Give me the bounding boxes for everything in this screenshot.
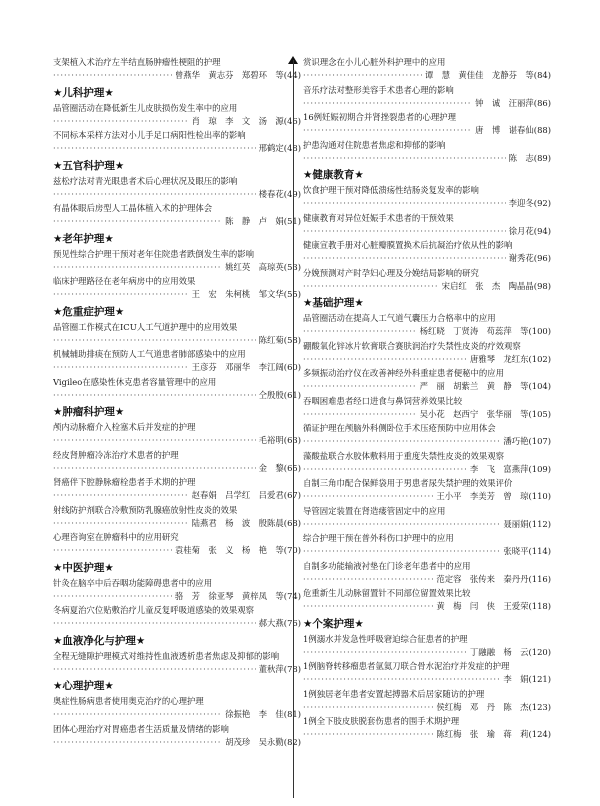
article-title: 有晶体眼后房型人工晶体植入术的护理体会 bbox=[53, 203, 213, 213]
author-line bbox=[303, 353, 551, 366]
article-title: 藻酸盐联合水胶体敷料用于重度失禁性皮炎的效果观察 bbox=[303, 450, 504, 461]
author-line bbox=[53, 188, 301, 201]
dot-leader bbox=[303, 97, 472, 110]
article-title: 团体心理治疗对胃癌患者生活质量及情绪的影响 bbox=[53, 723, 229, 734]
section-heading: ★基础护理★ bbox=[303, 297, 364, 309]
authors-and-page: 黄 梅 闫 侠 王爱荣(118) bbox=[436, 601, 551, 611]
toc-entry[interactable] bbox=[303, 477, 551, 503]
article-title: 1例溺水并发急性呼吸窘迫综合征患者的护理 bbox=[303, 633, 468, 644]
authors-and-page: 陈 志(89) bbox=[508, 152, 551, 163]
authors-and-page: 赵春娟 吕学红 吕爱君(67) bbox=[191, 490, 301, 500]
article-title: 自制多功能输液衬垫在门诊老年患者中的应用 bbox=[303, 560, 471, 571]
toc-entry[interactable] bbox=[53, 175, 301, 201]
article-title: 品管圈活动在降低新生儿皮肤损伤发生率中的应用 bbox=[53, 102, 238, 113]
toc-entry[interactable] bbox=[303, 212, 551, 238]
dot-leader bbox=[303, 490, 433, 503]
author-line bbox=[303, 646, 551, 659]
dot-leader bbox=[53, 462, 256, 475]
article-title: 分娩预测对产时孕妇心理及分娩结局影响的研究 bbox=[303, 267, 479, 278]
section-heading: ★中医护理★ bbox=[53, 561, 114, 574]
toc-entry[interactable] bbox=[303, 367, 551, 393]
section-heading: ★健康教育★ bbox=[303, 169, 364, 181]
author-line bbox=[303, 97, 551, 110]
section-heading: ★个案护理★ bbox=[303, 617, 364, 630]
article-title: 不同标本采样方法对小儿手足口病阳性检出率的影响 bbox=[53, 130, 246, 140]
article-title: 导管固定装置在肾造瘘管固定中的应用 bbox=[303, 505, 446, 516]
author-line bbox=[53, 736, 301, 749]
dot-leader bbox=[53, 215, 222, 228]
dot-leader bbox=[303, 573, 433, 586]
toc-entry[interactable] bbox=[53, 650, 301, 676]
section-heading: ★血液净化与护理★ bbox=[53, 634, 146, 647]
article-title: 1例全下肢皮肤脱套伤患者的围手术期护理 bbox=[303, 716, 460, 726]
article-title: 冬病夏治穴位贴敷治疗儿童反复呼吸道感染的效果观察 bbox=[53, 605, 254, 615]
authors-and-page: 徐月花(94) bbox=[508, 225, 551, 236]
authors-and-page: 袁桂菊 张 义 杨 艳 等(70) bbox=[174, 545, 301, 555]
article-title: 机械辅助排痰在预防人工气道患者肺部感染中的应用 bbox=[53, 349, 246, 359]
toc-entry[interactable] bbox=[303, 587, 551, 613]
authors-and-page: 胡茂珍 吴永勤(82) bbox=[225, 736, 301, 747]
authors-and-page: 范定容 张传来 秦丹丹(116) bbox=[436, 573, 551, 584]
dot-leader bbox=[53, 489, 189, 502]
article-title: 饮食护理干预对降低溃疡性结肠炎复发率的影响 bbox=[303, 185, 479, 195]
authors-and-page: 潘巧艳(107) bbox=[503, 436, 551, 446]
author-line bbox=[303, 435, 551, 448]
toc-entry[interactable] bbox=[303, 532, 551, 558]
authors-and-page: 李迎冬(92) bbox=[508, 198, 551, 208]
article-title: 危重新生儿动脉留置针不同部位留置效果比较 bbox=[303, 588, 471, 598]
toc-entry[interactable] bbox=[303, 422, 551, 448]
dot-leader bbox=[303, 69, 422, 82]
dot-leader bbox=[53, 517, 189, 530]
dot-leader bbox=[303, 124, 472, 137]
article-title: 经皮肾肿瘤冷冻治疗术患者的护理 bbox=[53, 449, 179, 460]
article-title: 兹松疗法对青光眼患者术后心理状况及眼压的影响 bbox=[53, 175, 238, 186]
author-line bbox=[303, 490, 551, 503]
author-line bbox=[303, 673, 551, 686]
author-line bbox=[303, 225, 551, 238]
article-title: 自制三角巾配合保鲜袋用于男患者尿失禁护理的效果评价 bbox=[303, 478, 513, 488]
dot-leader bbox=[303, 197, 506, 210]
authors-and-page: 仝殷殷(61) bbox=[258, 389, 301, 400]
authors-and-page: 唐雅琴 龙红东(102) bbox=[469, 353, 551, 364]
authors-and-page: 李 飞 富燕萍(109) bbox=[469, 463, 551, 474]
authors-and-page: 董秋萍(78) bbox=[258, 663, 301, 674]
article-title: 健康宣教手册对心脏瓣膜置换术后抗凝治疗依从性的影响 bbox=[303, 240, 513, 250]
article-title: 品管圈工作模式在ICU人工气道护理中的应用效果 bbox=[53, 321, 238, 332]
dot-leader bbox=[303, 463, 467, 476]
author-line bbox=[303, 325, 551, 338]
authors-and-page: 王 宏 朱柯桃 邹文华(55) bbox=[191, 289, 301, 299]
section-heading: ★儿科护理★ bbox=[53, 86, 114, 99]
authors-and-page: 钟 诚 汪丽萍(86) bbox=[475, 97, 551, 108]
dot-leader bbox=[303, 280, 439, 293]
author-line bbox=[303, 600, 551, 613]
author-line bbox=[53, 115, 301, 128]
dot-leader bbox=[303, 353, 467, 366]
author-line bbox=[303, 545, 551, 558]
toc-entry[interactable] bbox=[53, 348, 301, 374]
article-title: 多频振动治疗仪在改善神经外科重症患者便秘中的应用 bbox=[303, 368, 504, 378]
toc-entry[interactable] bbox=[53, 129, 301, 155]
author-line bbox=[303, 69, 551, 82]
toc-entry[interactable] bbox=[53, 421, 301, 447]
author-line bbox=[303, 463, 551, 476]
toc-entry[interactable] bbox=[53, 723, 301, 749]
author-line bbox=[53, 617, 301, 630]
author-line bbox=[53, 663, 301, 676]
article-title: 奥症性肠病患者使用奥克治疗的心理护理 bbox=[53, 696, 204, 706]
toc-entry[interactable] bbox=[303, 633, 551, 659]
author-line bbox=[53, 544, 301, 557]
authors-and-page: 侯红梅 邓 丹 陈 杰(123) bbox=[436, 701, 551, 712]
toc-entry[interactable] bbox=[53, 476, 301, 502]
dot-leader bbox=[303, 545, 500, 558]
section-heading: ★老年护理★ bbox=[53, 232, 114, 245]
toc-entry[interactable] bbox=[53, 321, 301, 347]
article-title: 赏识理念在小儿心脏外科护理中的应用 bbox=[303, 57, 446, 67]
author-line bbox=[53, 142, 301, 155]
toc-entry[interactable] bbox=[53, 275, 301, 301]
article-title: 16例妊娠初期合并肾挫裂患者的心理护理 bbox=[303, 112, 457, 122]
authors-and-page: 张晓平(114) bbox=[503, 546, 551, 556]
authors-and-page: 姚红英 高琼英(53) bbox=[225, 261, 301, 272]
dot-leader bbox=[303, 380, 417, 393]
toc-entry[interactable] bbox=[53, 531, 301, 557]
section-heading: ★心理护理★ bbox=[53, 680, 114, 692]
toc-entry[interactable] bbox=[303, 450, 551, 476]
author-line bbox=[53, 288, 301, 301]
author-line bbox=[53, 389, 301, 402]
toc-entry[interactable] bbox=[53, 604, 301, 630]
dot-leader bbox=[53, 288, 189, 301]
authors-and-page: 金 黎(65) bbox=[258, 462, 301, 473]
author-line bbox=[303, 252, 551, 265]
authors-and-page: 曾燕华 黄志芬 郑碧环 等(44) bbox=[174, 70, 301, 80]
toc-right-column bbox=[303, 56, 551, 743]
authors-and-page: 陈红梅 张 瑜 蒋 莉(124) bbox=[436, 729, 551, 739]
authors-and-page: 楼春花(49) bbox=[258, 188, 301, 199]
authors-and-page: 谢秀花(96) bbox=[508, 253, 551, 263]
article-title: 护患沟通对住院患者焦虑和抑郁的影响 bbox=[303, 139, 446, 150]
section-heading: ★五官科护理★ bbox=[53, 159, 125, 172]
authors-and-page: 聂丽娟(112) bbox=[503, 518, 551, 529]
dot-leader bbox=[53, 389, 256, 402]
author-line bbox=[303, 518, 551, 531]
article-title: 针灸在脑卒中后吞咽功能障碍患者中的应用 bbox=[53, 577, 213, 588]
dot-leader bbox=[53, 261, 222, 274]
author-line bbox=[53, 517, 301, 530]
toc-entry[interactable] bbox=[303, 139, 551, 165]
dot-leader bbox=[53, 663, 256, 676]
article-title: 心理咨询室在肿瘤科中的应用研究 bbox=[53, 532, 179, 542]
author-line bbox=[53, 334, 301, 347]
author-line bbox=[303, 728, 551, 741]
article-title: 音乐疗法对整形美容手术患者心理的影响 bbox=[303, 84, 454, 95]
author-line bbox=[303, 701, 551, 714]
author-line bbox=[303, 408, 551, 421]
article-title: 1例独居老年患者安置起搏器术后居家随访的护理 bbox=[303, 688, 485, 699]
toc-entry[interactable] bbox=[303, 111, 551, 137]
author-line bbox=[303, 197, 551, 210]
author-line bbox=[53, 434, 301, 447]
article-title: 临床护理路径在老年病房中的应用效果 bbox=[53, 276, 196, 286]
dot-leader bbox=[53, 361, 189, 374]
article-title: Vigileo在感染性休克患者容量管理中的应用 bbox=[53, 376, 217, 387]
toc-left-column bbox=[53, 56, 301, 750]
author-line bbox=[53, 708, 301, 721]
authors-and-page: 李 娟(121) bbox=[503, 674, 551, 684]
dot-leader bbox=[53, 334, 256, 347]
dot-leader bbox=[53, 617, 256, 630]
authors-and-page: 陈红菊(58) bbox=[258, 334, 301, 345]
toc-entry[interactable] bbox=[303, 715, 551, 741]
toc-entry[interactable] bbox=[303, 688, 551, 714]
toc-entry[interactable] bbox=[53, 248, 301, 274]
toc-entry[interactable] bbox=[303, 505, 551, 531]
toc-entry[interactable] bbox=[303, 56, 551, 82]
article-title: 颅内动脉瘤介入栓塞术后并发症的护理 bbox=[53, 422, 196, 432]
dot-leader bbox=[53, 736, 222, 749]
dot-leader bbox=[303, 435, 500, 448]
article-title: 品管圈活动在提高人工气道气囊压力合格率中的应用 bbox=[303, 313, 496, 323]
dot-leader bbox=[53, 590, 172, 603]
toc-entry[interactable] bbox=[303, 184, 551, 210]
authors-and-page: 唐 博 谌春仙(88) bbox=[475, 125, 551, 135]
authors-and-page: 王彦芬 邓丽华 李江阔(60) bbox=[191, 362, 301, 372]
authors-and-page: 肖 琼 李 文 汤 源(46) bbox=[191, 115, 301, 126]
article-title: 吞咽困难患者经口进食与鼻饲营养效果比较 bbox=[303, 395, 463, 406]
dot-leader bbox=[303, 600, 433, 613]
author-line bbox=[303, 573, 551, 586]
authors-and-page: 严 丽 胡紫兰 黄 静 等(104) bbox=[419, 381, 551, 391]
toc-entry[interactable] bbox=[53, 695, 301, 721]
author-line bbox=[53, 261, 301, 274]
dot-leader bbox=[53, 188, 256, 201]
authors-and-page: 徐振艳 李 佳(81) bbox=[225, 709, 301, 719]
article-title: 支架植入术治疗左半结直肠肿瘤性梗阻的护理 bbox=[53, 57, 221, 67]
authors-and-page: 郝大燕(76) bbox=[258, 618, 301, 628]
article-title: 全程无缝隙护理模式对维持性血液透析患者焦虑及抑郁的影响 bbox=[53, 650, 280, 661]
author-line bbox=[53, 69, 301, 82]
author-line bbox=[303, 280, 551, 293]
article-title: 射线防护剂联合冷敷预防乳腺癌放射性皮炎的效果 bbox=[53, 504, 238, 515]
dot-leader bbox=[53, 544, 172, 557]
article-title: 肾癌伴下腔静脉瘤栓患者手术期的护理 bbox=[53, 477, 196, 487]
author-line bbox=[53, 489, 301, 502]
section-heading: ★危重症护理★ bbox=[53, 305, 125, 318]
toc-entry[interactable] bbox=[303, 395, 551, 421]
toc-entry[interactable] bbox=[303, 239, 551, 265]
article-title: 1例脑脊转移瘤患者氩氦刀联合骨水泥治疗并发症的护理 bbox=[303, 661, 510, 671]
author-line bbox=[303, 380, 551, 393]
authors-and-page: 王小平 李美芳 曾 琼(110) bbox=[436, 491, 551, 501]
authors-and-page: 杨红晓 丁贤涛 苟蕊萍 等(100) bbox=[419, 326, 551, 336]
dot-leader bbox=[303, 152, 506, 165]
authors-and-page: 宋启红 张 杰 陶晶晶(98) bbox=[441, 280, 551, 291]
authors-and-page: 谭 慧 黄佳佳 龙静芬 等(84) bbox=[424, 70, 551, 80]
toc-entry[interactable] bbox=[303, 560, 551, 586]
author-line bbox=[53, 215, 301, 228]
author-line bbox=[303, 124, 551, 137]
dot-leader bbox=[303, 728, 433, 741]
authors-and-page: 邢鹤定(48) bbox=[258, 143, 301, 153]
dot-leader bbox=[303, 518, 500, 531]
dot-leader bbox=[303, 225, 506, 238]
authors-and-page: 丁融融 杨 云(120) bbox=[469, 646, 551, 657]
article-title: 综合护理干预在普外科伤口护理中的应用 bbox=[303, 533, 454, 543]
dot-leader bbox=[303, 673, 500, 686]
dot-leader bbox=[53, 115, 189, 128]
toc-entry[interactable] bbox=[53, 56, 301, 82]
authors-and-page: 吴小花 赵西宁 张华丽 等(105) bbox=[419, 408, 551, 419]
toc-entry[interactable] bbox=[303, 660, 551, 686]
dot-leader bbox=[53, 69, 172, 82]
article-title: 健康教育对异位妊娠手术患者的干预效果 bbox=[303, 212, 454, 223]
toc-entry[interactable] bbox=[303, 84, 551, 110]
dot-leader bbox=[303, 408, 417, 421]
toc-entry[interactable] bbox=[303, 340, 551, 366]
authors-and-page: 陈 静 卢 娟(51) bbox=[225, 216, 301, 226]
toc-entry[interactable] bbox=[53, 577, 301, 603]
toc-entry[interactable] bbox=[53, 102, 301, 128]
author-line bbox=[53, 462, 301, 475]
article-title: 预见性综合护理干预对老年住院患者跌倒发生率的影响 bbox=[53, 248, 254, 259]
article-title: 循证护理在颅脑外科侧卧位手术压疮预防中应用体会 bbox=[303, 423, 496, 433]
author-line bbox=[303, 152, 551, 165]
dot-leader bbox=[303, 701, 433, 714]
toc-entry[interactable] bbox=[53, 449, 301, 475]
section-heading: ★肿瘤科护理★ bbox=[53, 406, 125, 418]
toc-entry[interactable] bbox=[53, 376, 301, 402]
toc-entry[interactable] bbox=[303, 312, 551, 338]
authors-and-page: 陆燕君 杨 波 殷陈晨(68) bbox=[191, 517, 301, 528]
dot-leader bbox=[53, 708, 222, 721]
toc-entry[interactable] bbox=[53, 202, 301, 228]
dot-leader bbox=[303, 325, 417, 338]
authors-and-page: 毛裕明(63) bbox=[258, 435, 301, 445]
authors-and-page: 骆 芳 徐亚琴 黄梓凤 等(74) bbox=[174, 590, 301, 601]
dot-leader bbox=[53, 434, 256, 447]
dot-leader bbox=[53, 142, 256, 155]
toc-entry[interactable] bbox=[53, 504, 301, 530]
dot-leader bbox=[303, 252, 506, 265]
dot-leader bbox=[303, 646, 467, 659]
author-line bbox=[53, 590, 301, 603]
article-title: 硼酸氧化锌冰片软膏联合赛肤润治疗失禁性皮炎的疗效观察 bbox=[303, 340, 521, 351]
toc-entry[interactable] bbox=[303, 267, 551, 293]
column-divider bbox=[293, 60, 294, 798]
author-line bbox=[53, 361, 301, 374]
